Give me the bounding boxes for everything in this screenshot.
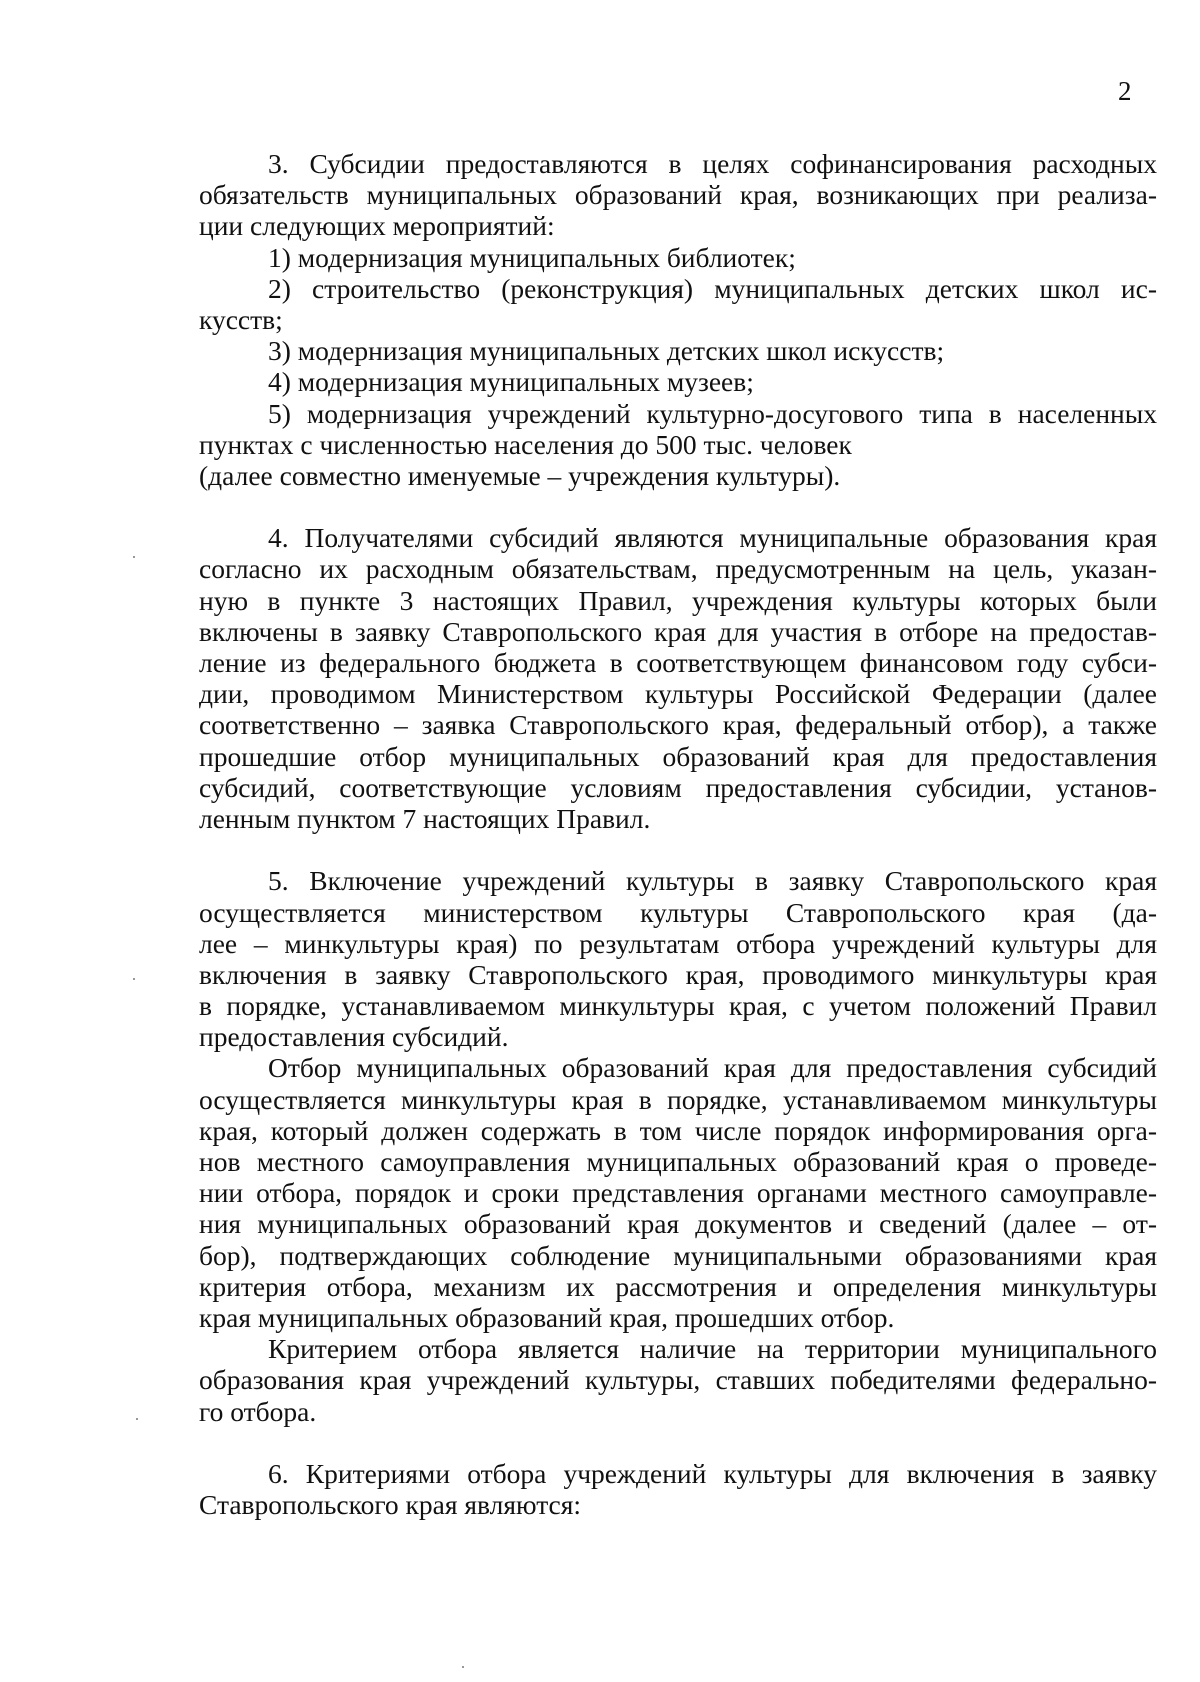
text-line: го отбора. (199, 1395, 317, 1427)
paragraph-3 (199, 148, 1157, 242)
text-line: пунктах с численностью населения до 500 тыс. человек (199, 428, 852, 460)
scan-speck (136, 1418, 138, 1420)
text-line: ление из федерального бюджета в соответствующем финансовом году субси- (199, 647, 1157, 678)
list-item-5 (199, 398, 1157, 492)
text-line: Отбор муниципальных образований края для предоставления субсидий (268, 1052, 1157, 1084)
scan-speck (133, 556, 135, 558)
text-line: включения в заявку Ставропольского края, проводимого минкультуры края (199, 958, 1157, 990)
text-line: Критерием отбора является наличие на территории муниципального (268, 1333, 1157, 1365)
list-item-1 (199, 242, 1157, 273)
text-line: 2) строительство (реконструкция) муниципальных детских школ ис- (268, 272, 1157, 304)
text-line: 5. Включение учреждений культуры в заявку Ставропольского края (268, 865, 1157, 897)
text-line: ленным пунктом 7 настоящих Правил. (199, 802, 651, 834)
scan-speck (133, 978, 135, 980)
text-line: осуществляется минкультуры края в порядке, устанавливаемом минкультуры (199, 1083, 1157, 1115)
text-line: 3) модернизация муниципальных детских школ искусств; (268, 335, 945, 367)
text-line: осуществляется министерством культуры Ставропольского края (да- (199, 896, 1157, 928)
paragraph-gap (199, 491, 1157, 522)
paragraph-5-criterion (199, 1333, 1157, 1427)
text-line: предоставления субсидий. (199, 1021, 509, 1053)
text-line: включены в заявку Ставропольского края для участия в отборе на предостав- (199, 615, 1157, 647)
text-line: дии, проводимом Министерством культуры Российской Федерации (далее (199, 678, 1157, 710)
list-item-3 (199, 335, 1157, 366)
text-line: ную в пункте 3 настоящих Правил, учреждения культуры которых были (199, 584, 1157, 616)
paragraph-gap (199, 1427, 1157, 1458)
text-line: субсидий, соответствующие условиям предоставления субсидии, установ- (199, 771, 1157, 803)
text-line: ции следующих мероприятий: (199, 210, 555, 242)
text-line: нии отбора, порядок и сроки представления органами местного самоуправле- (199, 1177, 1157, 1209)
text-line: соответственно – заявка Ставропольского края, федеральный отбор), а также (199, 709, 1157, 741)
text-line: бор), подтверждающих соблюдение муниципальными образованиями края (199, 1239, 1157, 1271)
paragraph-gap (199, 834, 1157, 865)
scan-speck (462, 1666, 464, 1668)
text-line: края муниципальных образований края, прошедших отбор. (199, 1301, 895, 1333)
text-line: прошедшие отбор муниципальных образований края для предоставления (199, 740, 1157, 772)
text-line: 6. Критериями отбора учреждений культуры для включения в заявку (268, 1457, 1157, 1489)
text-line: лее – минкультуры края) по результатам отбора учреждений культуры для (199, 927, 1157, 959)
text-line: критерия отбора, механизм их рассмотрения и определения минкультуры (199, 1270, 1157, 1302)
list-item-2 (199, 273, 1157, 335)
text-line: Ставропольского края являются: (199, 1489, 582, 1521)
text-line: ния муниципальных образований края документов и сведений (далее – от- (199, 1208, 1157, 1240)
text-line: образования края учреждений культуры, ставших победителями федерально- (199, 1364, 1157, 1396)
text-line: 5) модернизация учреждений культурно-досугового типа в населенных (268, 397, 1157, 429)
text-line: нов местного самоуправления муниципальных образований края о проведе- (199, 1146, 1157, 1177)
paragraph-5 (199, 865, 1157, 1052)
text-line: 4) модернизация муниципальных музеев; (268, 366, 754, 398)
text-line: края, который должен содержать в том числе порядок информирования орга- (199, 1114, 1157, 1146)
page-number: 2 (1118, 76, 1132, 106)
paragraph-6 (199, 1458, 1157, 1520)
text-line: 4. Получателями субсидий являются муниципальные образования края (268, 522, 1157, 554)
text-line: кусств; (199, 303, 283, 335)
text-line: согласно их расходным обязательствам, предусмотренным на цель, указан- (199, 553, 1157, 585)
text-line: 3. Субсидии предоставляются в целях софинансирования расходных (268, 148, 1157, 179)
paragraph-4 (199, 522, 1157, 834)
text-line: обязательств муниципальных образований края, возникающих при реализа- (199, 179, 1157, 211)
text-line: 1) модернизация муниципальных библиотек; (268, 241, 796, 273)
document-body (199, 148, 1157, 1520)
paragraph-5-selection (199, 1052, 1157, 1333)
text-line: в порядке, устанавливаемом минкультуры края, с учетом положений Правил (199, 990, 1157, 1022)
list-item-4 (199, 366, 1157, 397)
text-line: (далее совместно именуемые – учреждения культуры). (199, 459, 841, 491)
